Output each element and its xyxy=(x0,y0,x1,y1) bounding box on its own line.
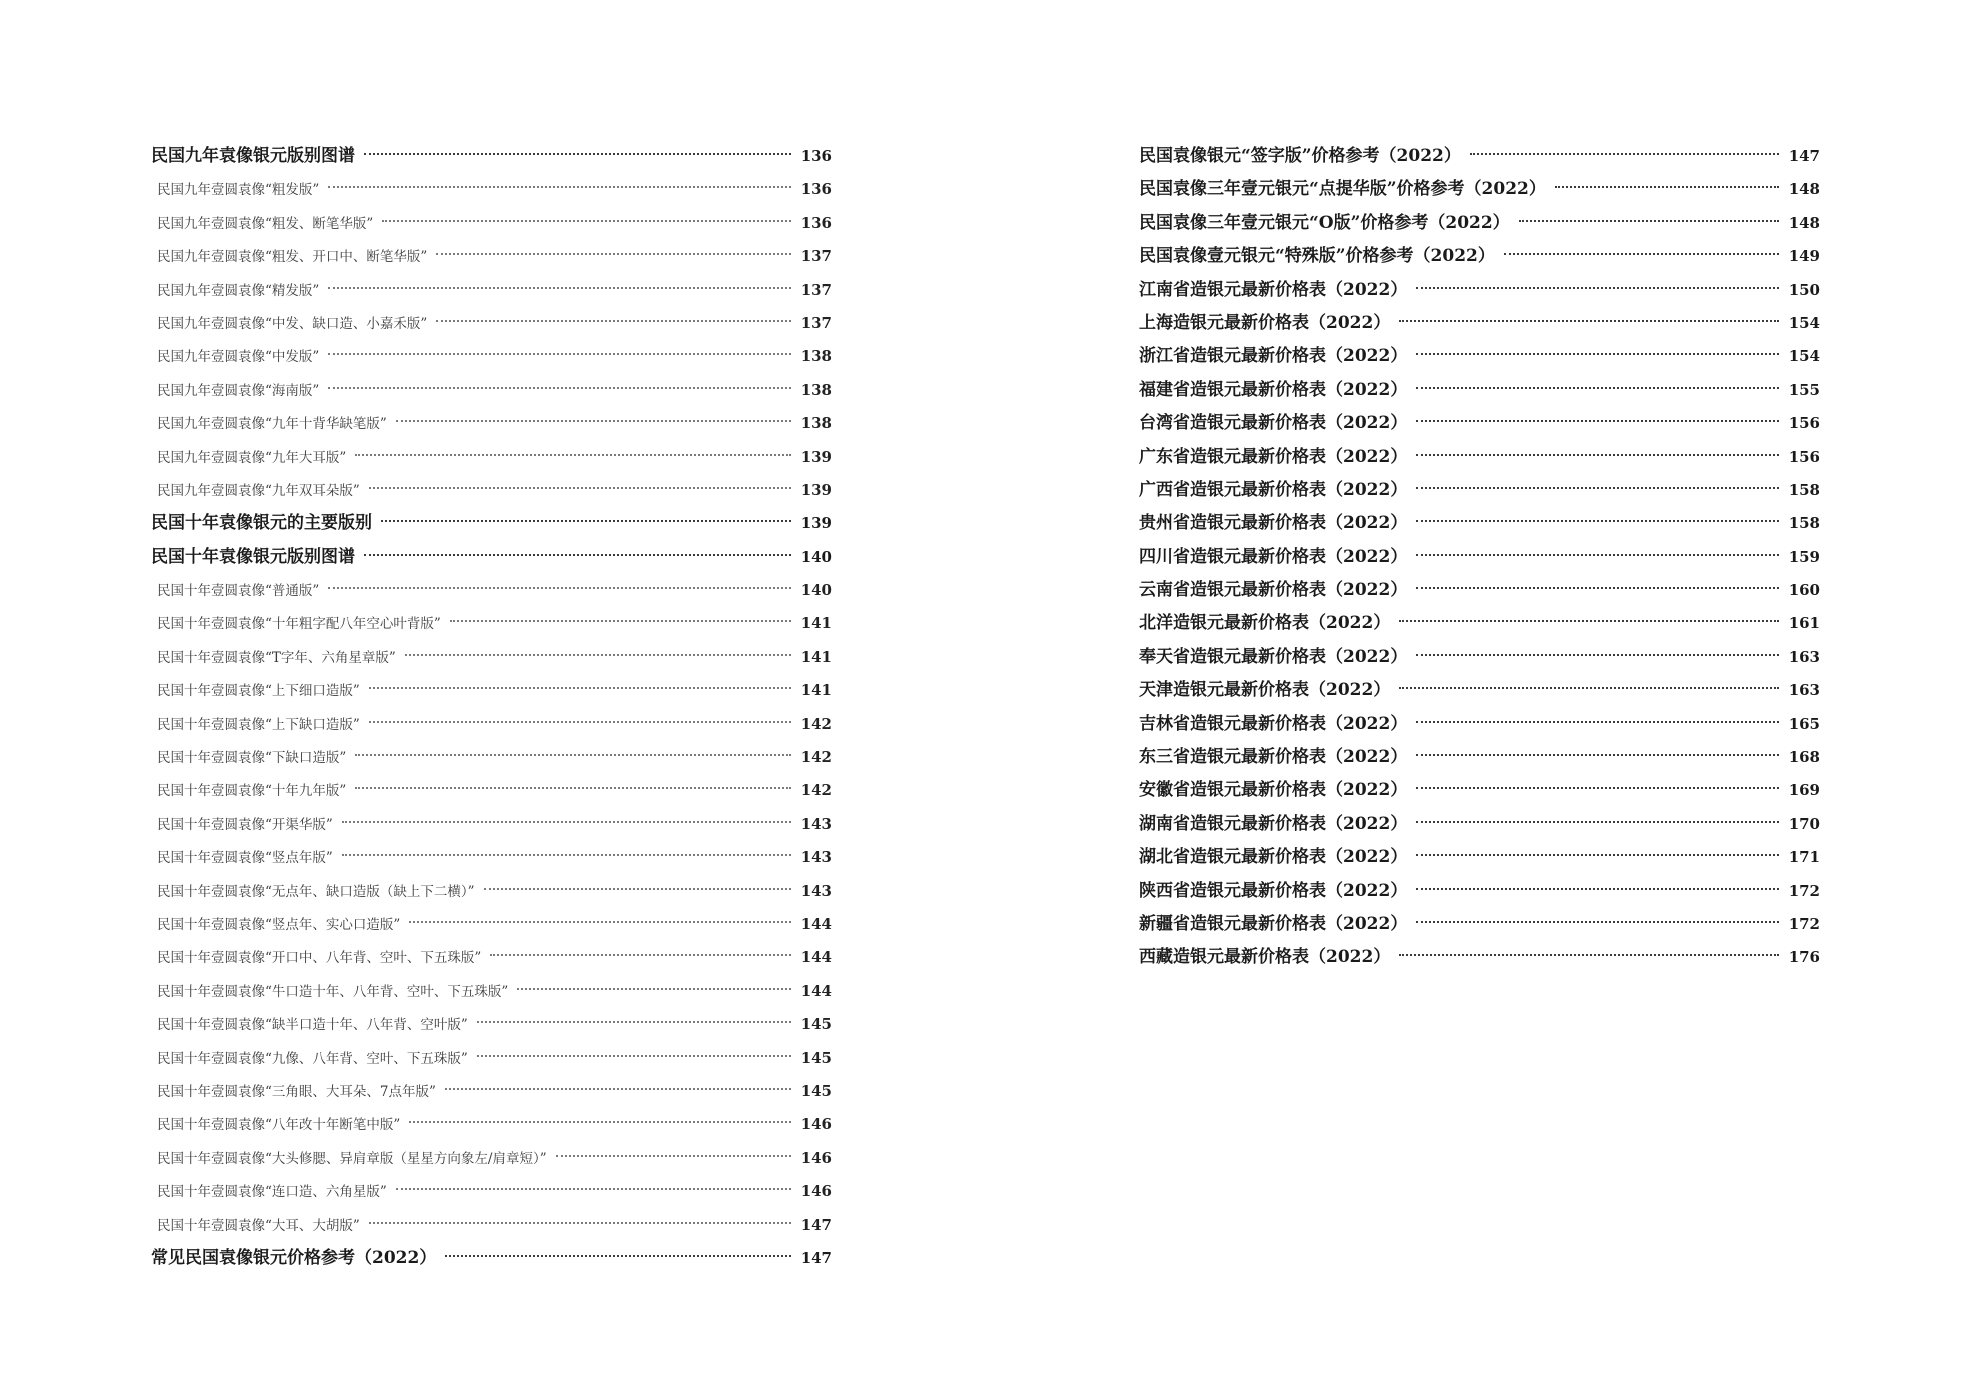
toc-entry-title: 民国十年袁像银元版别图谱 xyxy=(151,546,355,567)
dot-leader xyxy=(1555,186,1779,188)
toc-entry-page-number: 156 xyxy=(1788,414,1820,433)
toc-entry-title: 民国九年壹圆袁像“九年大耳版” xyxy=(157,449,347,466)
toc-entry[interactable] xyxy=(151,1175,832,1208)
dot-leader xyxy=(1416,854,1779,856)
toc-entry-page-number: 159 xyxy=(1788,547,1820,566)
toc-entry[interactable] xyxy=(1139,574,1820,607)
toc-entry-title: 民国十年壹圆袁像“大头修腮、异肩章版（星星方向象左/肩章短）” xyxy=(157,1150,547,1167)
toc-entry-page-number: 136 xyxy=(800,147,832,165)
toc-entry-page-number: 147 xyxy=(800,1248,832,1267)
toc-entry-page-number: 145 xyxy=(800,1081,832,1100)
toc-entry-page-number: 138 xyxy=(800,414,832,433)
dot-leader xyxy=(445,1088,791,1090)
dot-leader xyxy=(1416,454,1779,456)
toc-entry-title: 民国十年壹圆袁像“竖点年、实心口造版” xyxy=(157,916,401,933)
toc-entry[interactable] xyxy=(151,1075,832,1108)
dot-leader xyxy=(1416,487,1779,489)
toc-entry[interactable] xyxy=(1139,541,1820,574)
toc-entry[interactable] xyxy=(151,507,832,540)
toc-left-column xyxy=(151,140,832,1275)
toc-entry-page-number: 154 xyxy=(1788,347,1820,366)
dot-leader xyxy=(405,654,791,656)
toc-right-column xyxy=(1139,140,1820,975)
toc-entry[interactable] xyxy=(151,674,832,707)
toc-entry-title: 民国袁像三年壹元银元“点提华版”价格参考（2022） xyxy=(1139,179,1546,200)
toc-entry[interactable] xyxy=(151,474,832,507)
toc-entry-page-number: 145 xyxy=(800,1015,832,1034)
toc-entry-title: 民国九年壹圆袁像“九年十背华缺笔版” xyxy=(157,416,387,433)
toc-entry[interactable] xyxy=(151,1242,832,1275)
toc-entry-page-number: 136 xyxy=(800,213,832,232)
toc-entry-title: 安徽省造银元最新价格表（2022） xyxy=(1139,780,1408,801)
toc-entry-page-number: 176 xyxy=(1788,948,1820,967)
toc-entry-page-number: 141 xyxy=(800,681,832,700)
toc-entry[interactable] xyxy=(151,340,832,373)
toc-entry-page-number: 146 xyxy=(800,1148,832,1167)
toc-entry-title: 常见民国袁像银元价格参考（2022） xyxy=(151,1247,437,1268)
toc-entry[interactable] xyxy=(1139,507,1820,540)
toc-entry-page-number: 136 xyxy=(800,180,832,199)
toc-entry-title: 民国十年壹圆袁像“T字年、六角星章版” xyxy=(157,649,396,666)
toc-entry-title: 民国十年壹圆袁像“九像、八年背、空叶、下五珠版” xyxy=(157,1050,468,1067)
dot-leader xyxy=(1416,921,1779,923)
dot-leader xyxy=(1399,954,1779,956)
toc-entry[interactable] xyxy=(1139,173,1820,206)
dot-leader xyxy=(517,988,791,990)
toc-entry[interactable] xyxy=(1139,240,1820,273)
toc-entry[interactable] xyxy=(151,374,832,407)
toc-entry-page-number: 143 xyxy=(800,814,832,833)
dot-leader xyxy=(484,888,791,890)
toc-entry-page-number: 137 xyxy=(800,280,832,299)
toc-entry-page-number: 144 xyxy=(800,948,832,967)
toc-entry[interactable] xyxy=(1139,407,1820,440)
toc-entry-title: 广西省造银元最新价格表（2022） xyxy=(1139,479,1408,500)
toc-entry-title: 云南省造银元最新价格表（2022） xyxy=(1139,580,1408,601)
toc-entry[interactable] xyxy=(1139,307,1820,340)
toc-entry[interactable] xyxy=(151,908,832,941)
toc-entry-title: 民国十年壹圆袁像“缺半口造十年、八年背、空叶版” xyxy=(157,1017,468,1034)
toc-entry-title: 浙江省造银元最新价格表（2022） xyxy=(1139,346,1408,367)
dot-leader xyxy=(355,454,791,456)
dot-leader xyxy=(1416,888,1779,890)
toc-entry-title: 民国九年壹圆袁像“粗发、开口中、断笔华版” xyxy=(157,249,428,266)
toc-entry-title: 吉林省造银元最新价格表（2022） xyxy=(1139,713,1408,734)
toc-entry-title: 民国十年壹圆袁像“十年粗字配八年空心叶背版” xyxy=(157,616,441,633)
toc-entry-page-number: 138 xyxy=(800,380,832,399)
dot-leader xyxy=(342,821,791,823)
toc-entry-page-number: 142 xyxy=(800,714,832,733)
toc-entry-title: 民国十年袁像银元的主要版别 xyxy=(151,513,372,534)
toc-entry-page-number: 145 xyxy=(800,1048,832,1067)
toc-entry[interactable] xyxy=(151,1209,832,1242)
dot-leader xyxy=(1416,353,1779,355)
toc-entry-title: 民国九年壹圆袁像“精发版” xyxy=(157,282,320,299)
dot-leader xyxy=(1416,721,1779,723)
dot-leader xyxy=(396,1188,791,1190)
toc-entry[interactable] xyxy=(151,407,832,440)
toc-entry-title: 民国十年壹圆袁像“十年九年版” xyxy=(157,783,347,800)
toc-entry-title: 民国十年壹圆袁像“连口造、六角星版” xyxy=(157,1184,387,1201)
toc-entry-title: 民国十年壹圆袁像“下缺口造版” xyxy=(157,750,347,767)
dot-leader xyxy=(450,620,791,622)
toc-entry[interactable] xyxy=(1139,875,1820,908)
dot-leader xyxy=(364,554,791,556)
toc-entry-page-number: 139 xyxy=(800,514,832,533)
dot-leader xyxy=(477,1055,791,1057)
dot-leader xyxy=(1416,654,1779,656)
dot-leader xyxy=(409,921,791,923)
dot-leader xyxy=(1416,787,1779,789)
toc-entry-page-number: 138 xyxy=(800,347,832,366)
toc-entry[interactable] xyxy=(151,1108,832,1141)
toc-entry[interactable] xyxy=(1139,741,1820,774)
dot-leader xyxy=(1416,287,1779,289)
toc-entry-page-number: 139 xyxy=(800,480,832,499)
dot-leader xyxy=(1416,821,1779,823)
toc-entry[interactable] xyxy=(1139,607,1820,640)
toc-entry[interactable] xyxy=(1139,941,1820,974)
toc-entry-title: 民国十年壹圆袁像“竖点年版” xyxy=(157,850,333,867)
toc-entry-title: 东三省造银元最新价格表（2022） xyxy=(1139,747,1408,768)
toc-entry-title: 民国袁像壹元银元“特殊版”价格参考（2022） xyxy=(1139,246,1495,267)
toc-entry-title: 上海造银元最新价格表（2022） xyxy=(1139,312,1391,333)
toc-entry-page-number: 170 xyxy=(1788,814,1820,833)
toc-entry-title: 陕西省造银元最新价格表（2022） xyxy=(1139,880,1408,901)
toc-entry[interactable] xyxy=(1139,641,1820,674)
dot-leader xyxy=(369,687,791,689)
toc-entry-page-number: 144 xyxy=(800,981,832,1000)
toc-entry-title: 民国十年壹圆袁像“上下缺口造版” xyxy=(157,716,360,733)
toc-entry-page-number: 172 xyxy=(1788,881,1820,900)
toc-entry[interactable] xyxy=(151,541,832,574)
toc-entry-title: 民国十年壹圆袁像“牛口造十年、八年背、空叶、下五珠版” xyxy=(157,983,509,1000)
toc-entry-page-number: 156 xyxy=(1788,447,1820,466)
dot-leader xyxy=(445,1255,791,1257)
dot-leader xyxy=(396,420,791,422)
toc-entry-page-number: 147 xyxy=(1788,147,1820,165)
toc-entry-title: 贵州省造银元最新价格表（2022） xyxy=(1139,513,1408,534)
toc-entry-title: 奉天省造银元最新价格表（2022） xyxy=(1139,646,1408,667)
toc-entry[interactable] xyxy=(151,808,832,841)
toc-entry[interactable] xyxy=(151,941,832,974)
dot-leader xyxy=(342,854,791,856)
dot-leader xyxy=(1416,754,1779,756)
toc-entry-page-number: 143 xyxy=(800,848,832,867)
toc-entry[interactable] xyxy=(1139,207,1820,240)
dot-leader xyxy=(436,320,791,322)
dot-leader xyxy=(556,1155,791,1157)
toc-entry[interactable] xyxy=(1139,841,1820,874)
toc-entry-title: 福建省造银元最新价格表（2022） xyxy=(1139,379,1408,400)
toc-entry-title: 四川省造银元最新价格表（2022） xyxy=(1139,546,1408,567)
toc-entry-page-number: 137 xyxy=(800,313,832,332)
toc-entry-page-number: 141 xyxy=(800,614,832,633)
toc-entry-page-number: 154 xyxy=(1788,313,1820,332)
toc-entry-title: 民国九年壹圆袁像“粗发、断笔华版” xyxy=(157,215,374,232)
toc-entry[interactable] xyxy=(151,140,832,173)
dot-leader xyxy=(1519,220,1779,222)
toc-entry[interactable] xyxy=(151,1008,832,1041)
dot-leader xyxy=(369,1222,791,1224)
toc-entry-title: 西藏造银元最新价格表（2022） xyxy=(1139,947,1391,968)
toc-entry[interactable] xyxy=(151,240,832,273)
toc-entry-page-number: 140 xyxy=(800,547,832,566)
dot-leader xyxy=(328,353,791,355)
toc-entry-title: 民国九年袁像银元版别图谱 xyxy=(151,146,355,166)
toc-entry-title: 民国十年壹圆袁像“大耳、大胡版” xyxy=(157,1217,360,1234)
dot-leader xyxy=(1416,520,1779,522)
toc-entry-title: 湖南省造银元最新价格表（2022） xyxy=(1139,813,1408,834)
toc-entry[interactable] xyxy=(1139,808,1820,841)
toc-entry-title: 民国十年壹圆袁像“普通版” xyxy=(157,583,320,600)
dot-leader xyxy=(1470,153,1779,155)
toc-entry-page-number: 148 xyxy=(1788,180,1820,199)
toc-entry[interactable] xyxy=(1139,474,1820,507)
toc-entry-title: 民国十年壹圆袁像“上下细口造版” xyxy=(157,683,360,700)
toc-entry-title: 广东省造银元最新价格表（2022） xyxy=(1139,446,1408,467)
toc-entry[interactable] xyxy=(1139,674,1820,707)
dot-leader xyxy=(382,220,791,222)
toc-entry-title: 民国十年壹圆袁像“开口中、八年背、空叶、下五珠版” xyxy=(157,950,482,967)
toc-entry-page-number: 155 xyxy=(1788,380,1820,399)
toc-entry[interactable] xyxy=(151,1042,832,1075)
dot-leader xyxy=(1399,320,1779,322)
toc-entry-page-number: 140 xyxy=(800,581,832,600)
dot-leader xyxy=(409,1121,791,1123)
toc-entry[interactable] xyxy=(151,975,832,1008)
toc-entry-page-number: 168 xyxy=(1788,748,1820,767)
toc-entry[interactable] xyxy=(151,274,832,307)
toc-entry-title: 民国九年壹圆袁像“中发版” xyxy=(157,349,320,366)
toc-entry-title: 民国十年壹圆袁像“无点年、缺口造版（缺上下二横）” xyxy=(157,883,475,900)
toc-entry-page-number: 163 xyxy=(1788,681,1820,700)
toc-entry-page-number: 150 xyxy=(1788,280,1820,299)
dot-leader xyxy=(1399,620,1779,622)
dot-leader xyxy=(369,487,791,489)
toc-entry[interactable] xyxy=(151,307,832,340)
dot-leader xyxy=(328,186,791,188)
toc-entry[interactable] xyxy=(1139,274,1820,307)
toc-entry-page-number: 149 xyxy=(1788,247,1820,266)
toc-entry-page-number: 158 xyxy=(1788,514,1820,533)
dot-leader xyxy=(364,153,791,155)
toc-entry-title: 民国十年壹圆袁像“八年改十年断笔中版” xyxy=(157,1117,401,1134)
toc-entry[interactable] xyxy=(1139,374,1820,407)
dot-leader xyxy=(1504,253,1779,255)
toc-entry-page-number: 146 xyxy=(800,1115,832,1134)
dot-leader xyxy=(381,520,791,522)
toc-entry-page-number: 160 xyxy=(1788,581,1820,600)
toc-entry[interactable] xyxy=(1139,774,1820,807)
dot-leader xyxy=(1416,420,1779,422)
dot-leader xyxy=(355,787,791,789)
toc-entry[interactable] xyxy=(1139,708,1820,741)
toc-entry-title: 民国袁像银元“签字版”价格参考（2022） xyxy=(1139,146,1461,166)
toc-entry[interactable] xyxy=(1139,140,1820,173)
toc-entry-page-number: 171 xyxy=(1788,848,1820,867)
toc-entry-page-number: 144 xyxy=(800,914,832,933)
toc-entry[interactable] xyxy=(151,741,832,774)
toc-entry-title: 民国九年壹圆袁像“海南版” xyxy=(157,382,320,399)
toc-entry[interactable] xyxy=(1139,908,1820,941)
toc-entry[interactable] xyxy=(151,574,832,607)
toc-entry-page-number: 142 xyxy=(800,748,832,767)
toc-entry-title: 湖北省造银元最新价格表（2022） xyxy=(1139,847,1408,868)
toc-entry[interactable] xyxy=(1139,441,1820,474)
dot-leader xyxy=(1416,587,1779,589)
toc-entry[interactable] xyxy=(1139,340,1820,373)
toc-entry-page-number: 163 xyxy=(1788,647,1820,666)
toc-entry[interactable] xyxy=(151,841,832,874)
toc-entry-page-number: 165 xyxy=(1788,714,1820,733)
toc-entry-page-number: 147 xyxy=(800,1215,832,1234)
toc-entry-page-number: 142 xyxy=(800,781,832,800)
toc-entry-title: 江南省造银元最新价格表（2022） xyxy=(1139,279,1408,300)
toc-entry[interactable] xyxy=(151,641,832,674)
dot-leader xyxy=(490,954,791,956)
toc-entry[interactable] xyxy=(151,441,832,474)
dot-leader xyxy=(328,587,791,589)
dot-leader xyxy=(436,253,791,255)
toc-entry[interactable] xyxy=(151,607,832,640)
toc-entry-page-number: 143 xyxy=(800,881,832,900)
toc-entry-page-number: 141 xyxy=(800,647,832,666)
dot-leader xyxy=(477,1021,791,1023)
dot-leader xyxy=(1416,387,1779,389)
toc-entry-page-number: 139 xyxy=(800,447,832,466)
toc-entry[interactable] xyxy=(151,875,832,908)
toc-entry-title: 新疆省造银元最新价格表（2022） xyxy=(1139,913,1408,934)
dot-leader xyxy=(369,721,791,723)
toc-entry[interactable] xyxy=(151,207,832,240)
toc-entry[interactable] xyxy=(151,774,832,807)
toc-entry-page-number: 146 xyxy=(800,1182,832,1201)
toc-entry-title: 天津造银元最新价格表（2022） xyxy=(1139,680,1391,701)
toc-entry-title: 民国十年壹圆袁像“开渠华版” xyxy=(157,816,333,833)
toc-entry-title: 北洋造银元最新价格表（2022） xyxy=(1139,613,1391,634)
toc-entry-page-number: 169 xyxy=(1788,781,1820,800)
toc-entry-title: 民国十年壹圆袁像“三角眼、大耳朵、7点年版” xyxy=(157,1083,436,1100)
toc-entry-page-number: 148 xyxy=(1788,213,1820,232)
toc-entry[interactable] xyxy=(151,173,832,206)
dot-leader xyxy=(355,754,791,756)
toc-entry-title: 民国九年壹圆袁像“中发、缺口造、小嘉禾版” xyxy=(157,315,428,332)
toc-entry-title: 民国袁像三年壹元银元“O版”价格参考（2022） xyxy=(1139,212,1510,233)
dot-leader xyxy=(328,287,791,289)
dot-leader xyxy=(1416,554,1779,556)
toc-entry-title: 民国九年壹圆袁像“粗发版” xyxy=(157,182,320,199)
toc-entry-title: 民国九年壹圆袁像“九年双耳朵版” xyxy=(157,482,360,499)
dot-leader xyxy=(1399,687,1779,689)
toc-entry-page-number: 137 xyxy=(800,247,832,266)
dot-leader xyxy=(328,387,791,389)
toc-entry[interactable] xyxy=(151,1142,832,1175)
toc-entry-title: 台湾省造银元最新价格表（2022） xyxy=(1139,413,1408,434)
toc-entry[interactable] xyxy=(151,708,832,741)
toc-entry-page-number: 158 xyxy=(1788,480,1820,499)
toc-entry-page-number: 172 xyxy=(1788,914,1820,933)
toc-entry-page-number: 161 xyxy=(1788,614,1820,633)
